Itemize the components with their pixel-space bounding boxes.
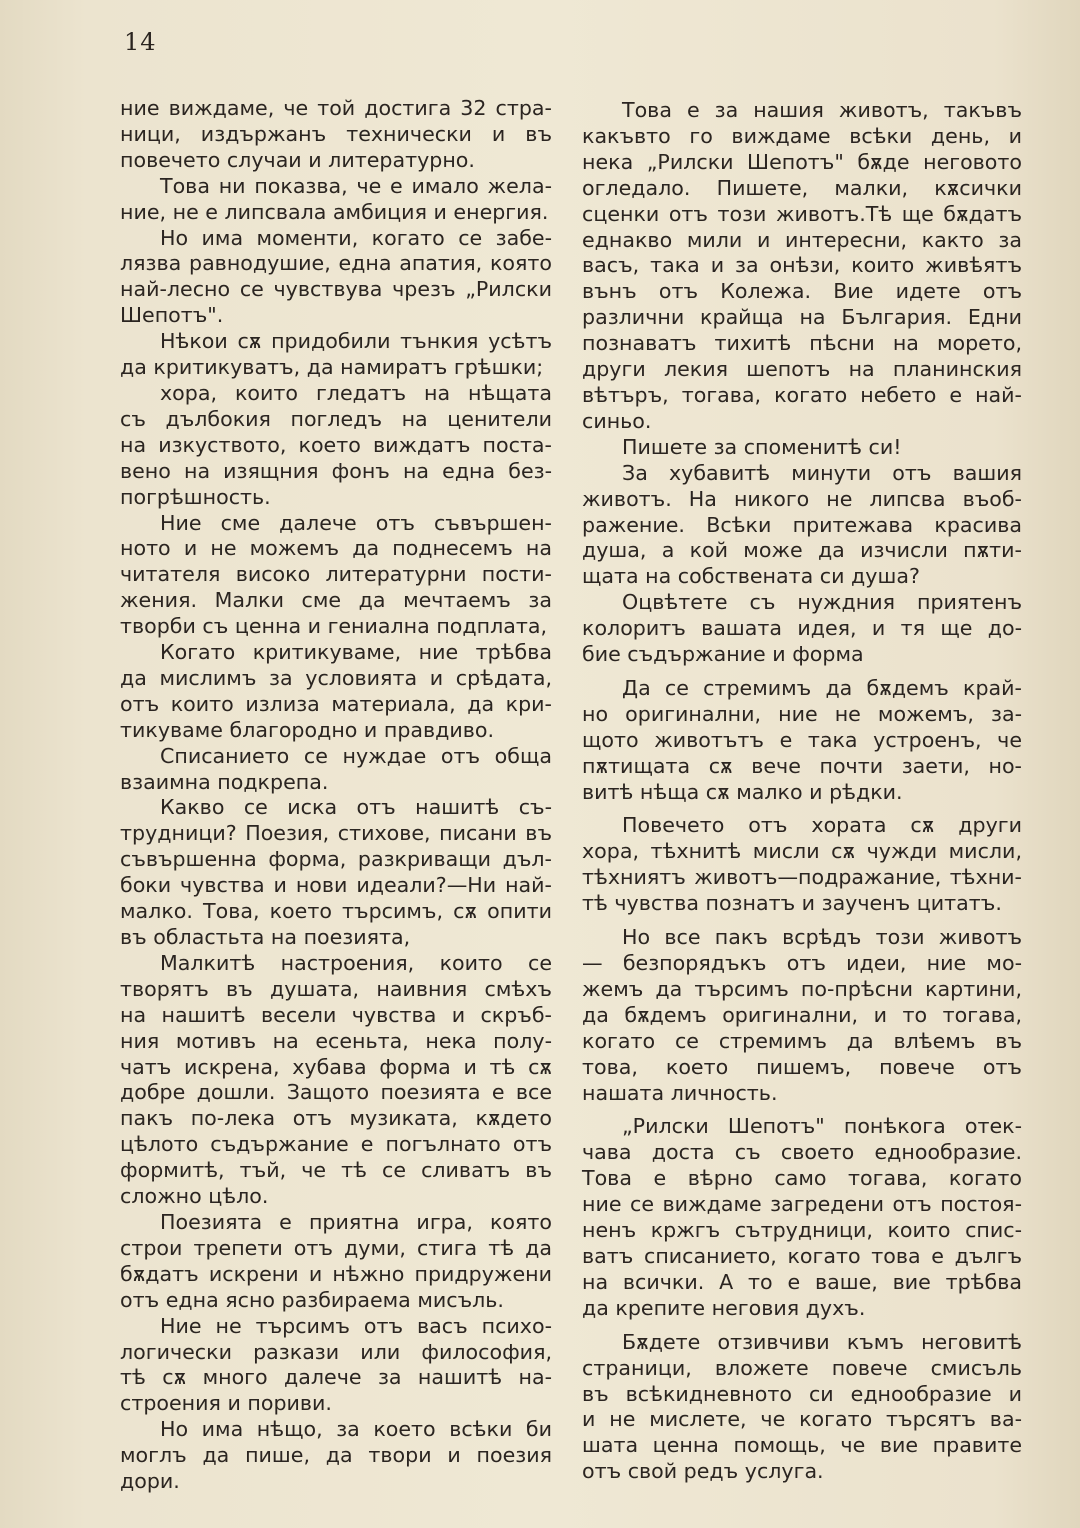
text-line: да мислимъ за условията и срѣдата, [120, 665, 552, 690]
text-line: строи трепети отъ думи, стига тѣ да [120, 1235, 552, 1260]
text-line: животъ. На никого не липсва въоб- [582, 486, 1022, 511]
text-line: въ всѣкидневното си еднообразие и [582, 1381, 1022, 1406]
text-line: на всички. А то е ваше, вие трѣбва [582, 1269, 1022, 1294]
text-line: колоритъ вашата идея, и тя ще до- [582, 616, 1022, 641]
text-line: Малкитѣ настроения, които се [160, 950, 552, 975]
text-line: Оцвѣтете съ нуждния приятенъ [622, 590, 1022, 615]
text-line: ние се виждаме загредени отъ постоя- [582, 1192, 1022, 1217]
text-line: нашата личность. [582, 1080, 778, 1105]
text-line: — безпорядъкъ отъ идеи, ние мо- [582, 951, 1022, 975]
text-line: вънъ отъ Колежа. Вие идете отъ [582, 279, 1022, 304]
text-line: това, което пишемъ, повече отъ [582, 1054, 1022, 1079]
text-line: моглъ да пише, да твори и поезия дори. [120, 1443, 552, 1494]
text-line: читателя високо литературни пости- [120, 562, 552, 587]
text-line: на нашитѣ весели чувства и скръб- [120, 1002, 552, 1027]
text-line: познаватъ тихитѣ пѣсни на морето, [582, 331, 1022, 356]
text-line: повечето случаи и литературно. [120, 147, 475, 172]
text-line: Това е за нашия животъ, такъвъ [622, 98, 1022, 122]
text-line: когато се стремимъ да влѣемъ въ [582, 1028, 1022, 1053]
text-line: сценки отъ този животъ.Тѣ ще бѫдатъ [582, 201, 1022, 226]
text-line: тѣ сѫ много далече за нашитѣ на- [120, 1365, 552, 1390]
text-line: нека „Рилски Шепотъ" бѫде неговото [582, 149, 1022, 174]
text-line: синьо. [582, 408, 652, 433]
text-line: Да се стремимъ да бѫдемъ край- [622, 675, 1022, 700]
text-line: чава доста съ своето еднообразие. [582, 1140, 1022, 1165]
text-line: хора, които гледатъ на нѣщата [160, 380, 552, 405]
text-line: отъ свой редъ услуга. [582, 1459, 824, 1484]
text-line: строения и пориви. [120, 1391, 332, 1416]
text-line: творби съ ценна и гениална подплата, [120, 614, 548, 639]
text-line: Поезията е приятна игра, която [160, 1209, 552, 1234]
text-line: и не мислете, че когато търсятъ ва- [582, 1407, 1022, 1432]
text-line: хора, тѣхнитѣ мисли сѫ чужди мисли, [582, 839, 1022, 864]
text-line: Когато критикуваме, ние трѣбва [160, 640, 552, 665]
text-line: вѣтъръ, тогава, когато небето е най- [582, 382, 1022, 407]
text-line: да крепите неговия духъ. [582, 1295, 866, 1320]
text-line: Това е вѣрно само тогава, когато [582, 1166, 1022, 1191]
text-line: но оригинални, ние не можемъ, за- [582, 701, 1022, 726]
text-line: погрѣшность. [120, 484, 271, 509]
text-line: други лекия шепотъ на планинския [582, 357, 1022, 382]
text-line: лязва равнодушие, една апатия, която [120, 251, 552, 276]
text-line: бѫдатъ искрени и нѣжно придружени [120, 1261, 552, 1286]
text-line: бие съдържание и форма [582, 642, 864, 667]
text-line: трудници? Поезия, стихове, писани въ [120, 821, 552, 846]
text-line: „Рилски Шепотъ" понѣкога отек- [622, 1114, 1022, 1139]
text-line: чатъ искрена, хубава форма и тѣ сѫ [120, 1054, 552, 1079]
text-line: огледало. Пишете, малки, кѫсички [582, 175, 1022, 200]
right-column [582, 98, 1022, 1485]
text-line: сложно цѣло. [120, 1184, 269, 1209]
text-line: ния мотивъ на есеньта, нека полу- [120, 1028, 552, 1053]
text-line: васъ, така и за онѣзи, които живѣятъ [582, 253, 1022, 278]
text-line: Списанието се нуждае отъ обща [160, 743, 552, 768]
text-line: ражение. Всѣки притежава красива [582, 512, 1022, 537]
text-line: тѣхниятъ животъ—подражание, тѣхни- [582, 865, 1022, 890]
text-line: страници, вложете повече смисъль [582, 1355, 1022, 1380]
text-line: Повечето отъ хората сѫ други [622, 813, 1022, 838]
text-line: да бѫдемъ оригинални, и то тогава, [582, 1002, 1022, 1027]
text-line: ние, не е липсвала амбиция и енергия. [120, 199, 549, 224]
text-line: витѣ нѣща сѫ малко и рѣдки. [582, 779, 903, 804]
text-line: шата ценна помощь, че вие правите [582, 1433, 1022, 1458]
text-line: щото животътъ е така устроенъ, че [582, 727, 1022, 752]
text-line: творятъ въ душата, наивния смѣхъ [120, 976, 552, 1001]
text-line: на изкуството, което виждатъ поста- [120, 432, 552, 457]
text-line: душа, а кой може да изчисли пѫти- [582, 538, 1022, 563]
text-line: Нѣкои сѫ придобили тънкия усѣтъ [160, 329, 552, 354]
text-line: малко. Това, което търсимъ, сѫ опити [120, 899, 552, 924]
text-line: Това ни показва, че е имало жела- [160, 173, 552, 198]
text-line: Ние сме далече отъ съвършен- [160, 510, 552, 535]
text-line: Но има моменти, когато се забе- [160, 225, 552, 250]
text-line: добре дошли. Защото поезията е все [120, 1080, 552, 1105]
text-line: Но все пакъ всрѣдъ този животъ [622, 925, 1022, 950]
text-line: жемъ да търсимъ по-прѣсни картини, [582, 976, 1022, 1001]
text-line: пакъ по-лека отъ музиката, кѫдето [120, 1106, 552, 1131]
text-line: ние виждаме, че той достига 32 стра- [120, 96, 552, 120]
text-line: Пишете за споменитѣ си! [622, 434, 902, 459]
text-line: За хубавитѣ минути отъ вашия [622, 460, 1022, 485]
text-line: вено на изящния фонъ на една без- [120, 458, 552, 483]
text-line: да критикуватъ, да намиратъ грѣшки; [120, 355, 544, 380]
text-line: най-лесно се чувствува чрезъ „Рилски [120, 277, 552, 302]
text-line: тикуваме благородно и правдиво. [120, 717, 495, 742]
left-column [120, 96, 552, 1495]
text-line: въ областьта на поезията, [120, 925, 411, 949]
text-line: ватъ списанието, когато това е дългъ [582, 1243, 1022, 1268]
text-line: боки чувства и нови идеали?—Ни най- [120, 873, 552, 898]
text-line: тѣ чувства познатъ и заученъ цитатъ. [582, 891, 1002, 916]
text-line: Бѫдете отзивчиви къмъ неговитѣ [622, 1329, 1022, 1354]
text-line: пѫтищата сѫ вече почти заети, но- [582, 753, 1022, 778]
text-line: цѣлото съдържание е погълнато отъ [120, 1132, 552, 1157]
text-line: отъ една ясно разбираема мисъль. [120, 1287, 504, 1312]
text-line: щата на собствената си душа? [582, 564, 920, 589]
text-line: Шепотъ". [120, 303, 224, 328]
text-line: Но има нѣщо, за което всѣки би [160, 1417, 552, 1442]
text-line: Ние не търсимъ отъ васъ психо- [160, 1313, 552, 1338]
text-line: съвършенна форма, разкриващи дъл- [120, 847, 552, 872]
text-line: жения. Малки сме да мечтаемъ за [120, 588, 552, 613]
text-line: формитѣ, тъй, че тѣ се сливатъ въ [120, 1158, 552, 1183]
page-number: 14 [124, 28, 157, 56]
text-line: еднакво мили и интересни, както за [582, 227, 1022, 252]
text-line: логически разкази или философия, [120, 1339, 552, 1364]
text-line: ното и не можемъ да поднесемъ на [120, 536, 552, 561]
text-line: какъвто го виждаме всѣки день, и [582, 123, 1022, 148]
text-line: Какво се иска отъ нашитѣ съ- [160, 795, 552, 820]
text-line: различни крайща на България. Едни [582, 305, 1022, 330]
text-line: взаимна подкрепа. [120, 769, 329, 794]
text-line: съ дълбокия погледъ на ценители [120, 406, 552, 431]
text-line: ници, издържанъ технически и въ [120, 121, 552, 146]
text-line: отъ които излиза материала, да кри- [120, 691, 552, 716]
text-line: ненъ кржгъ сътрудници, които спис- [582, 1218, 1022, 1243]
